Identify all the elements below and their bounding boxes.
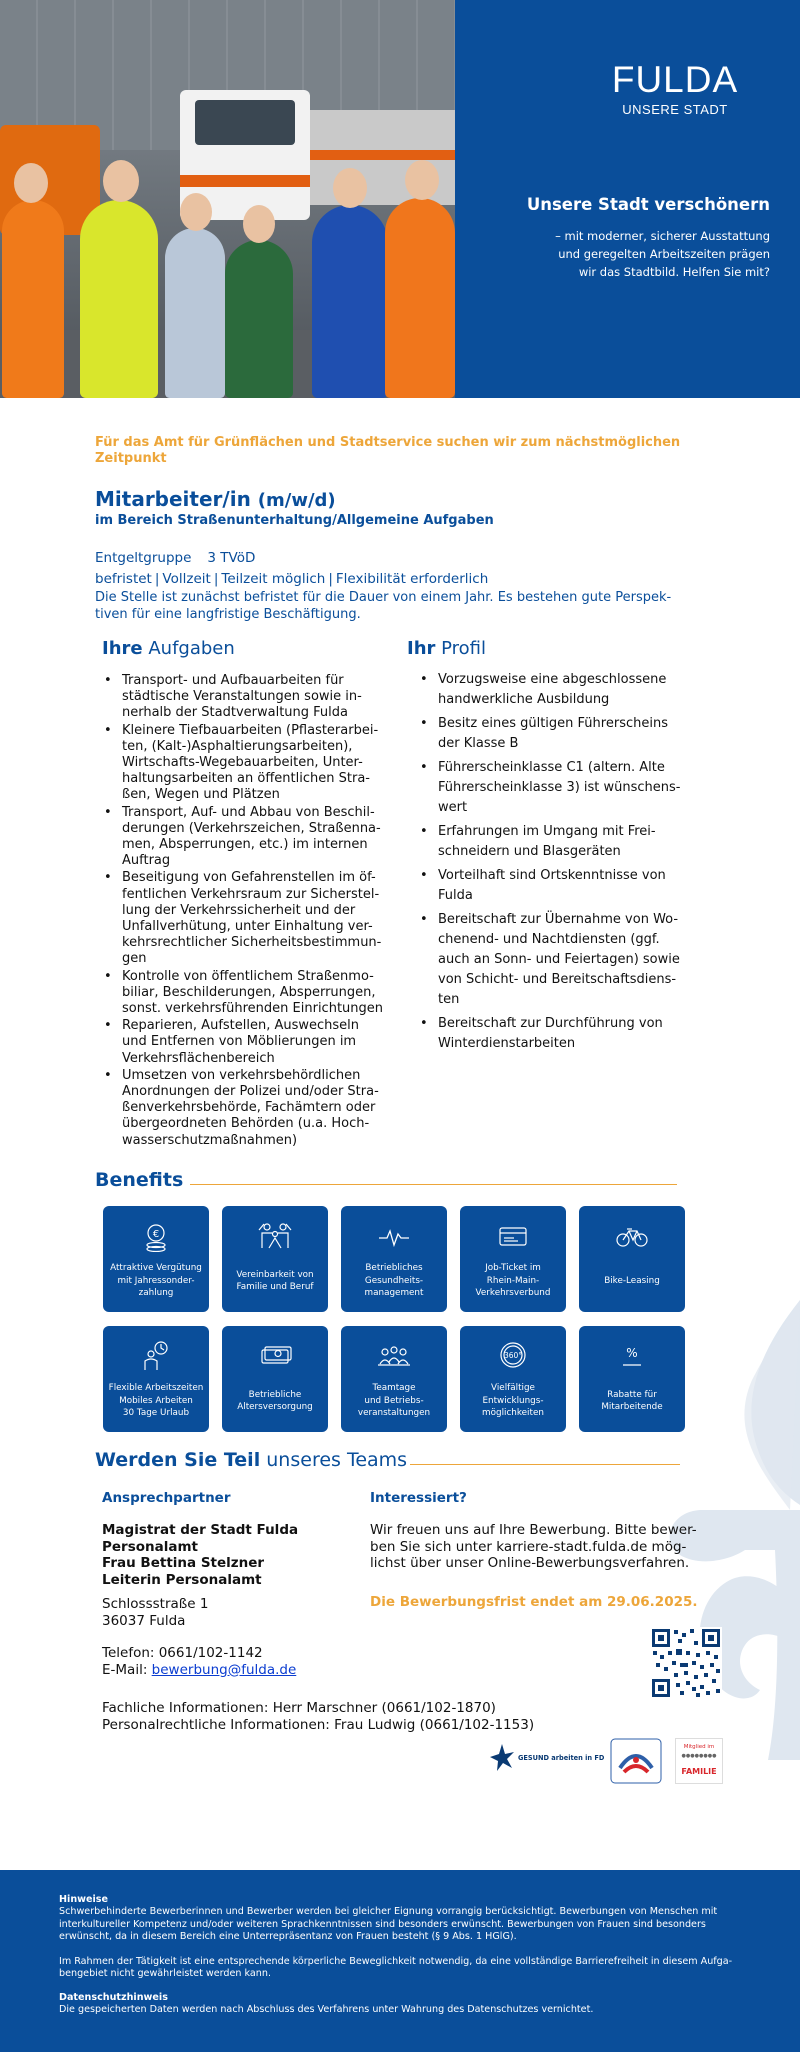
heartbeat-icon xyxy=(341,1218,447,1252)
team-icon xyxy=(341,1338,447,1372)
benefit-tile-entwicklung xyxy=(460,1326,566,1432)
list-item: • Vorteilhaft sind Ortskenntnisse von Fulda xyxy=(418,866,728,906)
tasks-list xyxy=(102,673,402,1150)
footer-hinweise: Hinweise Schwerbehinderte Bewerberinnen und Bewerber werden bei gleicher Eignung vorrangig berücksichtigt. Bewerbungen von Menschen mit interkultureller Kompetenz und/oder weiteren Sprachkenntnissen sind besonders erwünscht. Bewerbungen von Frauen sind besonders erwünscht, da in diesem Bereich eine Unterrepräsentanz von Frauen besteht (§ 9 Abs. 1 HGlG). xyxy=(59,1894,718,1943)
team-heading-rest: unseres Teams xyxy=(266,1449,408,1471)
fulda-logo xyxy=(595,60,755,117)
job-flag: Vollzeit xyxy=(162,571,211,587)
familie-badge-top: Mitglied im xyxy=(683,1744,715,1750)
footer-datenschutz-text: Die gespeicherten Daten werden nach Abschluss des Verfahrens unter Wahrung des Datenschutzes vernichtet. xyxy=(59,2004,594,2016)
benefit-label: Rabatte für Mitarbeitende xyxy=(601,1389,663,1412)
tasks-heading-rest: Aufgaben xyxy=(148,638,235,659)
benefit-tile-familie xyxy=(222,1206,328,1312)
pay-grade-label: Entgeltgruppe xyxy=(95,550,192,566)
list-item: • Besitz eines gültigen Führerscheins der Klasse B xyxy=(418,714,728,754)
list-item: • Kleinere Tiefbauarbeiten (Pflasterarbei- ten, (Kalt-)Asphaltierungsarbeiten), Wirtschafts-Wegebauarbeiten, Unter- haltungsarbeiten an öffentlichen Stra- ßen, Wegen und Plätzen xyxy=(102,723,402,804)
list-item: • Beseitigung von Gefahrenstellen im öf- fentlichen Verkehrsraum zur Sicherstel- lung der Verkehrssicherheit und der Unfallverhütung, unter Einhaltung ver- kehrsrechtlicher Sicherheitsbestimmun- gen xyxy=(102,870,402,967)
footer-datenschutz xyxy=(59,1992,769,2017)
profile-heading xyxy=(407,638,486,659)
contact-organisation: Magistrat der Stadt Fulda Personalamt Frau Bettina Stelzner Leiterin Personalamt xyxy=(102,1522,299,1588)
family-icon xyxy=(222,1218,328,1252)
application-deadline: Die Bewerbungsfrist endet am 29.06.2025. xyxy=(370,1594,698,1610)
header-text-line: – mit moderner, sicherer Ausstattung xyxy=(555,229,770,243)
benefit-tile-teamtage xyxy=(341,1326,447,1432)
header-banner xyxy=(0,0,800,398)
benefit-tile-rabatte xyxy=(579,1326,685,1432)
position-note-line: tiven für eine langfristige Beschäftigung. xyxy=(95,607,361,622)
interest-text: Wir freuen uns auf Ihre Bewerbung. Bitte bewer- ben Sie sich unter karriere-stadt.fulda.de mög- lichst über unser Online-Bewerbungsverfahren. xyxy=(370,1522,697,1571)
gesund-arbeiten-text: GESUND arbeiten in FD xyxy=(518,1754,605,1762)
list-item: • Kontrolle von öffentlichem Straßenmo- biliar, Beschilderungen, Absperrungen, sonst. verkehrsführenden Einrichtungen xyxy=(102,969,402,1018)
familie-netzwerk-badge: Mitglied im ●●●●●●●● FAMILIE xyxy=(675,1738,723,1784)
benefits-heading-text: Benefits xyxy=(95,1169,184,1191)
footer-taetigkeit: Im Rahmen der Tätigkeit ist eine entsprechende körperliche Beweglichkeit notwendig, da eine vollständige Barrierefreiheit in diesem Aufga- bengebiet nicht gewährleistet werden kann. xyxy=(59,1956,733,1980)
benefit-label: Bike-Leasing xyxy=(604,1275,660,1286)
list-item: • Reparieren, Aufstellen, Auswechseln und Entfernen von Möblierungen im Verkehrsflächenbereich xyxy=(102,1018,402,1067)
benefit-label: Vielfältige Entwicklungs- möglichkeiten xyxy=(482,1383,544,1419)
list-item: • Umsetzen von verkehrsbehördlichen Anordnungen der Polizei und/oder Stra- ßenverkehrsbehörde, Fachämtern oder übergeordneten Behörden (u.a. Hoch- wasserschutzmaßnahmen) xyxy=(102,1068,402,1149)
pay-grade-value: 3 TVöD xyxy=(207,550,256,566)
contact-address: Schlossstraße 1 36037 Fulda xyxy=(102,1596,209,1629)
benefit-label: Vereinbarkeit von Familie und Beruf xyxy=(236,1269,314,1292)
benefits-heading xyxy=(95,1169,183,1191)
benefit-label: Flexible Arbeitszeiten Mobiles Arbeiten 30 Tage Urlaub xyxy=(108,1383,204,1419)
job-title-suffix: (m/w/d) xyxy=(257,490,336,511)
qr-code[interactable] xyxy=(650,1627,722,1699)
list-item: • Transport, Auf- und Abbau von Beschil- derungen (Verkehrszeichen, Straßenna- men, Absperrungen, etc.) im internen Auftrag xyxy=(102,805,402,870)
euro-coins-icon xyxy=(103,1218,209,1252)
team-photo xyxy=(0,0,455,398)
pay-grade xyxy=(95,550,255,566)
logo-word: FULDA xyxy=(611,59,739,100)
position-note xyxy=(95,589,715,623)
familie-badge-bottom: FAMILIE xyxy=(681,1767,717,1776)
benefit-tile-arbeitszeit xyxy=(103,1326,209,1432)
logo-subtitle: UNSERE STADT xyxy=(622,102,728,117)
header-text-line: wir das Stadtbild. Helfen Sie mit? xyxy=(578,265,770,279)
intro-lead: Für das Amt für Grünflächen und Stadtservice suchen wir zum nächstmöglichen Zeitpunkt xyxy=(95,435,681,466)
contact-email-link[interactable]: bewerbung@fulda.de xyxy=(151,1661,297,1678)
footer-hinweise-heading: Hinweise xyxy=(59,1894,109,1905)
bicycle-icon xyxy=(579,1218,685,1252)
benefits-divider xyxy=(190,1184,677,1185)
list-item: • Vorzugsweise eine abgeschlossene handwerkliche Ausbildung xyxy=(418,670,728,710)
svg-text:€: € xyxy=(152,1229,160,1240)
list-item: • Bereitschaft zur Durchführung von Winterdienstarbeiten xyxy=(418,1014,728,1054)
360-icon xyxy=(460,1338,566,1372)
header-text xyxy=(470,227,770,281)
job-title xyxy=(95,487,336,511)
benefit-label: Teamtage und Betriebs- veranstaltungen xyxy=(357,1383,431,1419)
tasks-heading xyxy=(102,638,235,659)
clock-person-icon xyxy=(103,1338,209,1372)
job-title-text: Mitarbeiter/in xyxy=(95,487,251,511)
header-text-line: und geregelten Arbeitszeiten prägen xyxy=(558,247,770,261)
benefit-label: Betriebliche Altersversorgung xyxy=(237,1389,313,1412)
team-divider xyxy=(410,1464,680,1465)
footer-datenschutz-heading: Datenschutzhinweis xyxy=(59,1992,168,2003)
audit-badge xyxy=(610,1738,662,1784)
profile-heading-rest: Profil xyxy=(441,638,487,659)
benefit-tile-altersversorgung xyxy=(222,1326,328,1432)
svg-text:%: % xyxy=(626,1346,638,1360)
job-flag: befristet xyxy=(95,571,152,587)
svg-text:360°: 360° xyxy=(503,1351,523,1360)
profile-heading-bold: Ihr xyxy=(407,638,436,659)
job-flags: befristet | Vollzeit | Teilzeit möglich | Flexibilität erforderlich xyxy=(95,571,489,587)
money-icon xyxy=(222,1338,328,1372)
job-subtitle: im Bereich Straßenunterhaltung/Allgemeine Aufgaben xyxy=(95,513,494,528)
list-item: • Führerscheinklasse C1 (altern. Alte Führerscheinklasse 3) ist wünschens- wert xyxy=(418,758,728,818)
list-item: • Erfahrungen im Umgang mit Frei- schneidern und Blasgeräten xyxy=(418,822,728,862)
tasks-heading-bold: Ihre xyxy=(102,638,143,659)
contact-heading: Ansprechpartner xyxy=(102,1490,231,1506)
job-flag: Teilzeit möglich xyxy=(221,571,326,587)
benefit-tile-jobticket xyxy=(460,1206,566,1312)
benefit-label: Job-Ticket im Rhein-Main- Verkehrsverbund xyxy=(475,1263,551,1299)
profile-list xyxy=(418,670,728,1058)
footer xyxy=(0,1870,800,2052)
job-flag: Flexibilität erforderlich xyxy=(335,571,489,587)
list-item: • Transport- und Aufbauarbeiten für städtische Veranstaltungen sowie in- nerhalb der Stadtverwaltung Fulda xyxy=(102,673,402,722)
contact-phone: Telefon: 0661/102-1142 xyxy=(102,1645,263,1661)
ticket-icon xyxy=(460,1218,566,1252)
percent-icon xyxy=(579,1338,685,1372)
benefit-tile-bike xyxy=(579,1206,685,1312)
header-title: Unsere Stadt verschönern xyxy=(526,195,770,214)
team-heading-bold: Werden Sie Teil xyxy=(95,1449,261,1471)
gesund-arbeiten-badge xyxy=(488,1740,605,1780)
benefit-tile-gesundheit xyxy=(341,1206,447,1312)
list-item: • Bereitschaft zur Übernahme von Wo- chenend- und Nachtdiensten (ggf. auch an Sonn- und Feiertagen) sowie von Schicht- und Bereitschaftsdiens- ten xyxy=(418,910,728,1010)
position-note-line: Die Stelle ist zunächst befristet für die Dauer von einem Jahr. Es bestehen gute Perspek- xyxy=(95,590,672,605)
contact-info-line: Fachliche Informationen: Herr Marschner (0661/102-1870) xyxy=(102,1700,496,1716)
contact-info-line: Personalrechtliche Informationen: Frau Ludwig (0661/102-1153) xyxy=(102,1716,535,1733)
benefit-label: Attraktive Vergütung mit Jahressonder- zahlung xyxy=(110,1263,202,1299)
contact-info xyxy=(102,1700,534,1733)
contact-phone-email xyxy=(102,1645,296,1678)
team-heading xyxy=(95,1449,407,1471)
benefit-label: Betriebliches Gesundheits- management xyxy=(364,1263,424,1299)
interest-heading: Interessiert? xyxy=(370,1490,467,1506)
contact-email-label: E-Mail: xyxy=(102,1661,152,1678)
benefit-tile-verguetung xyxy=(103,1206,209,1312)
header-panel xyxy=(455,0,800,398)
